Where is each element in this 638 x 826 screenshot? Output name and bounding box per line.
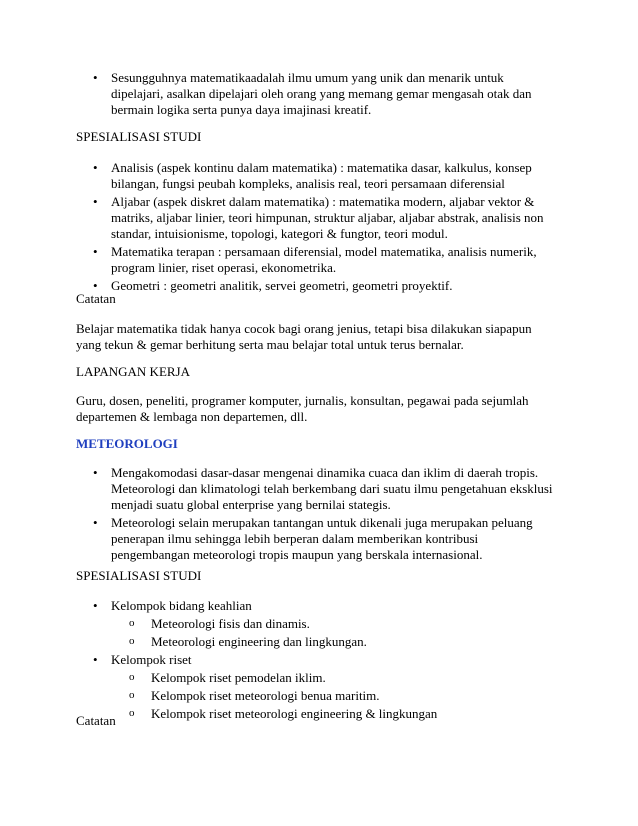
sub-list-item	[111, 616, 556, 632]
sub-list-item	[111, 634, 556, 650]
sub-bullet-icon: o	[129, 671, 135, 683]
spesialisasi-2-section	[76, 598, 556, 724]
bullet-icon: •	[93, 515, 98, 530]
sub-list-item-text: Kelompok riset meteorologi engineering & lingkungan	[151, 706, 438, 721]
sub-bullet-icon: o	[129, 617, 135, 629]
list-item	[76, 194, 556, 242]
sub-list	[111, 616, 556, 650]
meteorologi-list	[76, 465, 556, 563]
bullet-icon: •	[93, 652, 98, 667]
list-item	[76, 70, 556, 118]
list-item-text: Matematika terapan : persamaan diferensial, model matematika, analisis numerik, program linier, riset operasi, ekonometrika.	[111, 244, 537, 275]
list-item-text: Kelompok riset	[111, 652, 192, 667]
catatan-text: Belajar matematika tidak hanya cocok bagi orang jenius, tetapi bisa dilakukan siapapun yang tekun & gemar berhitung serta mau belajar total untuk terus bernalar.	[76, 321, 532, 352]
list-item	[76, 652, 556, 722]
section-heading: SPESIALISASI STUDI	[76, 568, 202, 583]
catatan-heading: Catatan	[76, 713, 116, 728]
bullet-icon: •	[93, 70, 98, 85]
sub-bullet-icon: o	[129, 707, 135, 719]
sub-list-item	[111, 670, 556, 686]
intro-list	[76, 70, 556, 118]
sub-list-item-text: Meteorologi engineering dan lingkungan.	[151, 634, 367, 649]
list-item-text: Meteorologi selain merupakan tantangan untuk dikenali juga merupakan peluang penerapan ilmu sehingga lebih berperan dalam memberikan kontribusi pengembangan meteorologi tropis maupun yang berskala internasional.	[111, 515, 533, 562]
meteorologi-heading: METEOROLOGI	[76, 436, 178, 451]
bullet-icon: •	[93, 598, 98, 613]
sub-list-item-text: Kelompok riset meteorologi benua maritim.	[151, 688, 380, 703]
lapangan-kerja-heading: LAPANGAN KERJA	[76, 364, 191, 379]
list-item-text: Sesungguhnya matematikaadalah ilmu umum yang unik dan menarik untuk dipelajari, asalkan dipelajari oleh orang yang memang gemar mengasah otak dan bermain logika serta punya daya imajinasi kreatif.	[111, 70, 532, 117]
list-item	[76, 160, 556, 192]
bullet-icon: •	[93, 160, 98, 175]
lapangan-kerja-text: Guru, dosen, peneliti, programer komputer, jurnalis, konsultan, pegawai pada sejumlah departemen & lembaga non departemen, dll.	[76, 393, 529, 424]
list-item-text: Aljabar (aspek diskret dalam matematika) : matematika modern, aljabar vektor & matriks, aljabar linier, teori himpunan, struktur aljabar, aljabar abstrak, analisis non standar, intuisionisme, topologi, kategori & fungtor, teori modul.	[111, 194, 544, 241]
spesialisasi-2-list	[76, 598, 556, 722]
list-item	[76, 244, 556, 276]
list-item-text: Analisis (aspek kontinu dalam matematika) : matematika dasar, kalkulus, konsep bilangan, fungsi peubah kompleks, analisis real, teori persamaan diferensial	[111, 160, 532, 191]
bullet-icon: •	[93, 465, 98, 480]
list-item-text: Geometri : geometri analitik, servei geometri, geometri proyektif.	[111, 278, 453, 293]
bullet-icon: •	[93, 244, 98, 259]
list-item	[76, 515, 556, 563]
list-item-text: Mengakomodasi dasar-dasar mengenai dinamika cuaca dan iklim di daerah tropis. Meteorologi dan klimatologi telah berkembang dari suatu ilmu pengetahuan eksklusi menjadi suatu global enterprise yang bernilai stategis.	[111, 465, 553, 512]
list-item-text: Kelompok bidang keahlian	[111, 598, 252, 613]
catatan-heading: Catatan	[76, 291, 116, 306]
list-item	[76, 465, 556, 513]
section-heading: SPESIALISASI STUDI	[76, 129, 202, 144]
spesialisasi-1-list	[76, 160, 556, 294]
spesialisasi-1-section	[76, 160, 556, 296]
sub-list-item	[111, 688, 556, 704]
sub-list-item-text: Kelompok riset pemodelan iklim.	[151, 670, 326, 685]
bullet-icon: •	[93, 194, 98, 209]
intro-section	[76, 70, 556, 120]
meteorologi-section	[76, 465, 556, 565]
sub-list-item-text: Meteorologi fisis dan dinamis.	[151, 616, 310, 631]
sub-bullet-icon: o	[129, 635, 135, 647]
sub-bullet-icon: o	[129, 689, 135, 701]
list-item	[76, 598, 556, 650]
bullet-icon: •	[93, 278, 98, 293]
